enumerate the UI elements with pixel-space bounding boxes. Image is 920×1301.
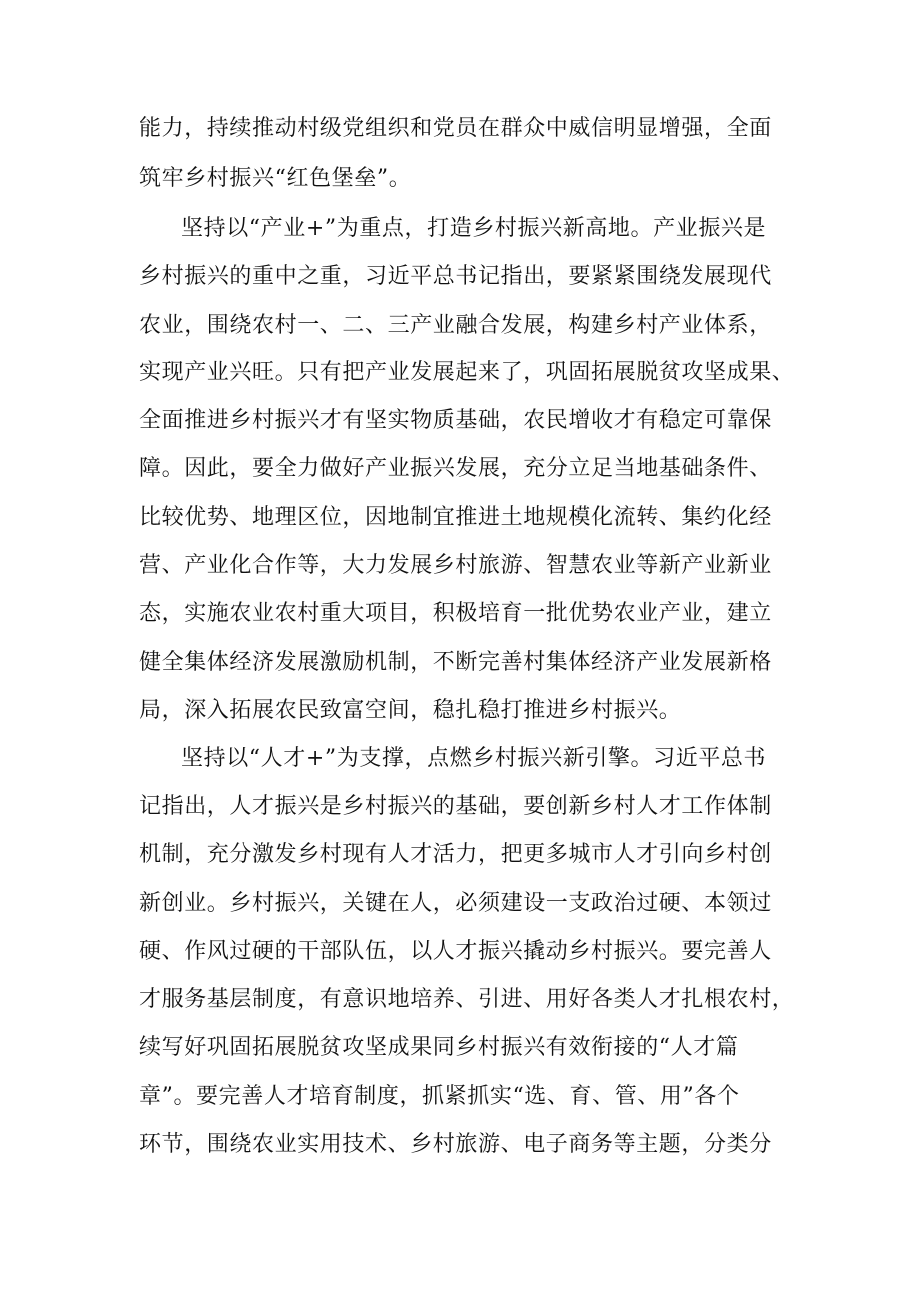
text-line: 环节，围绕农业实用技术、乡村旅游、电子商务等主题，分类分 <box>139 1132 772 1157</box>
text-line: 营、产业化合作等，大力发展乡村旅游、智慧农业等新产业新业 <box>139 553 772 578</box>
text-line: 机制，充分激发乡村现有人才活力，把更多城市人才引向乡村创 <box>139 842 772 867</box>
text-line: 障。因此，要全力做好产业振兴发展，充分立足当地基础条件、 <box>139 456 772 481</box>
text-line: 比较优势、地理区位，因地制宜推进土地规模化流转、集约化经 <box>139 505 772 530</box>
text-line: 局，深入拓展农民致富空间，稳扎稳打推进乡村振兴。 <box>139 698 682 723</box>
text-line: 态，实施农业农村重大项目，积极培育一批优势农业产业，建立 <box>139 601 772 626</box>
text-line: 健全集体经济发展激励机制，不断完善村集体经济产业发展新格 <box>139 650 772 675</box>
text-line: 农业，围绕农村一、二、三产业融合发展，构建乡村产业体系， <box>139 313 772 338</box>
text-line: 实现产业兴旺。只有把产业发展起来了，巩固拓展脱贫攻坚成果、 <box>139 360 795 385</box>
text-line: 新创业。乡村振兴，关键在人，必须建设一支政治过硬、本领过 <box>139 891 772 916</box>
text-line: 记指出，人才振兴是乡村振兴的基础，要创新乡村人才工作体制 <box>139 794 772 819</box>
text-line: 筑牢乡村振兴“红色堡垒”。 <box>139 166 412 191</box>
text-line: 乡村振兴的重中之重，习近平总书记指出，要紧紧围绕发展现代 <box>139 264 772 289</box>
text-line: 能力，持续推动村级党组织和党员在群众中威信明显增强，全面 <box>139 116 772 141</box>
text-line: 硬、作风过硬的干部队伍，以人才振兴撬动乡村振兴。要完善人 <box>139 939 772 964</box>
text-line: 才服务基层制度，有意识地培养、引进、用好各类人才扎根农村， <box>139 987 795 1012</box>
text-line: 续写好巩固拓展脱贫攻坚成果同乡村振兴有效衔接的“人才篇 <box>139 1035 739 1060</box>
paragraph-start-line: 坚持以“人才+”为支撑，点燃乡村振兴新引擎。习近平总书 <box>181 746 767 771</box>
text-line: 全面推进乡村振兴才有坚实物质基础，农民增收才有稳定可靠保 <box>139 408 772 433</box>
paragraph-start-line: 坚持以“产业+”为重点，打造乡村振兴新高地。产业振兴是 <box>181 216 767 241</box>
text-line: 章”。要完善人才培育制度，抓紧抓实“选、育、管、用”各个 <box>139 1084 740 1109</box>
